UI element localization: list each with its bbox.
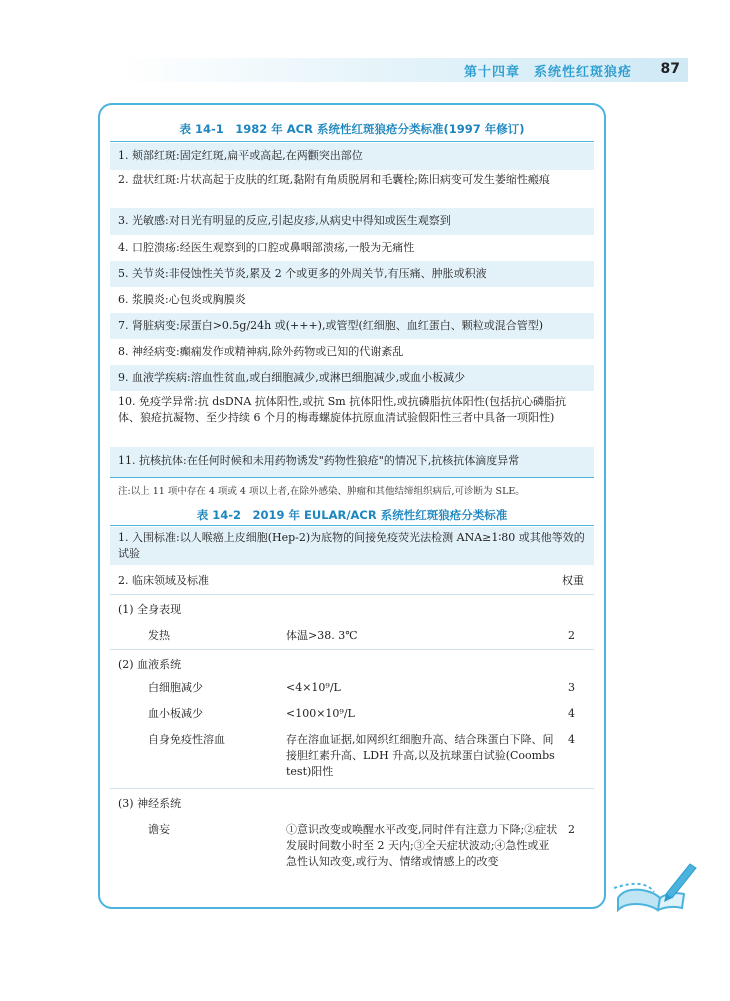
criterion-weight: 2 (568, 629, 575, 642)
row-rule (110, 788, 594, 789)
domain-label: (2) 血液系统 (118, 658, 182, 671)
table2-entry-criterion: 1. 入围标准:以人喉癌上皮细胞(Hep-2)为底物的间接免疫荧光法检测 ANA≥1∶80 或其他等效的试验 (110, 527, 594, 565)
page-number: 87 (660, 61, 680, 77)
domain-label: (3) 神经系统 (118, 797, 182, 810)
table1-row-11: 11. 抗核抗体:在任何时候和未用药物诱发"药物性狼疮"的情况下,抗核抗体滴度异常 (110, 447, 594, 477)
table2-section-label: 2. 临床领域及标准 (118, 574, 209, 587)
table1-row-7: 7. 肾脏病变:尿蛋白>0.5g/24h 或(+++),或管型(红细胞、血红蛋白、颗粒或混合管型) (110, 313, 594, 339)
table2-title: 表 14-2 2019 年 EULAR/ACR 系统性红斑狼疮分类标准 (196, 508, 508, 522)
table1-title: 表 14-1 1982 年 ACR 系统性红斑狼疮分类标准(1997 年修订) (179, 122, 525, 136)
chapter-title: 第十四章 系统性红斑狼疮 (463, 65, 632, 80)
running-header (118, 58, 688, 82)
table1-row-5: 5. 关节炎:非侵蚀性关节炎,累及 2 个或更多的外周关节,有压痛、肿胀或积液 (110, 261, 594, 287)
criterion-definition: ①意识改变或唤醒水平改变,同时伴有注意力下降;②症状发展时间数小时至 2 天内;③全天症状波动;④急性或亚急性认知改变,或行为、情绪或情感上的改变 (286, 823, 558, 868)
table1-row-6: 6. 浆膜炎:心包炎或胸膜炎 (118, 293, 246, 306)
table1-row-9: 9. 血液学疾病:溶血性贫血,或白细胞减少,或淋巴细胞减少,或血小板减少 (110, 365, 594, 391)
table1-row-4: 4. 口腔溃疡:经医生观察到的口腔或鼻咽部溃疡,一般为无痛性 (118, 241, 415, 254)
table1-row-8: 8. 神经病变:癫痫发作或精神病,除外药物或已知的代谢紊乱 (118, 345, 404, 358)
table1-row-2: 2. 盘状红斑:片状高起于皮肤的红斑,黏附有角质脱屑和毛囊栓;陈旧病变可发生萎缩性瘢痕 (118, 173, 550, 186)
criterion-definition: <4×10⁹/L (286, 681, 341, 694)
table2-weight-header: 权重 (562, 574, 584, 587)
criterion-name: 自身免疫性溶血 (148, 733, 225, 746)
criterion-weight: 4 (568, 707, 575, 720)
table2-top-rule (110, 525, 594, 526)
criterion-definition: <100×10⁹/L (286, 707, 355, 720)
table1-top-rule (110, 141, 594, 142)
criterion-definition: 存在溶血证据,如网织红细胞升高、结合珠蛋白下降、间接胆红素升高、LDH 升高,以及抗球蛋白试验(Coombs test)阳性 (286, 733, 555, 778)
criterion-definition: 体温>38. 3℃ (286, 629, 358, 642)
table1-row-1: 1. 颊部红斑:固定红斑,扁平或高起,在两颧突出部位 (110, 143, 594, 170)
criterion-weight: 4 (568, 733, 575, 746)
criterion-name: 血小板减少 (148, 707, 203, 720)
criterion-weight: 3 (568, 681, 575, 694)
notebook-pen-icon (614, 858, 700, 920)
table2-header-rule (110, 594, 594, 595)
table1-row-3: 3. 光敏感:对日光有明显的反应,引起皮疹,从病史中得知或医生观察到 (110, 208, 594, 235)
row-rule (110, 649, 594, 650)
table1-row-10: 10. 免疫学异常:抗 dsDNA 抗体阳性,或抗 Sm 抗体阳性,或抗磷脂抗体阳性(包括抗心磷脂抗体、狼疮抗凝物、至少持续 6 个月的梅毒螺旋体抗原血清试验假阳性三者中具备一项阳性) (118, 395, 567, 424)
criterion-name: 发热 (148, 629, 170, 642)
criterion-weight: 2 (568, 823, 575, 836)
table1-bottom-rule (110, 477, 594, 478)
criterion-name: 白细胞减少 (148, 681, 203, 694)
criterion-name: 谵妄 (148, 823, 170, 836)
table1-note: 注:以上 11 项中存在 4 项或 4 项以上者,在除外感染、肿瘤和其他结缔组织病后,可诊断为 SLE。 (118, 486, 525, 497)
domain-label: (1) 全身表现 (118, 603, 182, 616)
